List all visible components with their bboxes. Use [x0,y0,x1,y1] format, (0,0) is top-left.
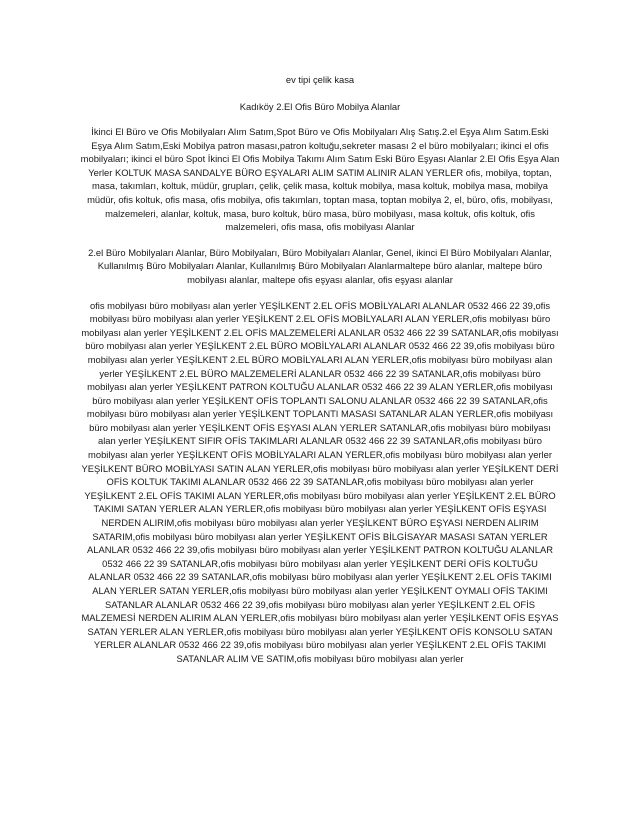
document-title: ev tipi çelik kasa [285,74,355,85]
paragraph-listing: ofis mobilyası büro mobilyası alan yerler YEŞİLKENT 2.EL OFİS MOBİLYALARI ALANLAR 0532 466 22 39,ofis mobilyası büro mobilyası alan yerler YEŞİLKENT 2.EL OFİS MOBİLYALARI ALAN YERLER,ofis mobilyası büro mobilyası alan yerler YEŞİLKENT 2.EL OFİS MALZEMELERİ ALANLAR 0532 466 22 39 SATANLAR,ofis mobilyası büro mobilyası alan yerler YEŞİLKENT 2.EL BÜRO MOBİLYALARI ALANLAR 0532 466 22 39,ofis mobilyası büro mobilyası alan yerler YEŞİLKENT 2.EL BÜRO MOBİLYALARI ALAN YERLER,ofis mobilyası büro mobilyası alan yerler YEŞİLKENT 2.EL BÜRO MALZEMELERİ ALANLAR 0532 466 22 39 SATANLAR,ofis mobilyası büro mobilyası alan yerler YEŞİLKENT PATRON KOLTUĞU ALANLAR 0532 466 22 39 ALAN YERLER,ofis mobilyası büro mobilyası alan yerler YEŞİLKENT OFİS TOPLANTI SALONU ALANLAR 0532 466 22 39 SATANLAR,ofis mobilyası büro mobilyası alan yerler YEŞİLKENT TOPLANTI MASASI SATANLAR ALAN YERLER,ofis mobilyası büro mobilyası alan yerler YEŞİLKENT OFİS EŞYASI ALAN YERLER SATANLAR,ofis mobilyası büro mobilyası alan yerler YEŞİLKENT SIFIR OFİS TAKIMLARI ALANLAR 0532 466 22 39 SATANLAR,ofis mobilyası büro mobilyası alan yerler YEŞİLKENT OFİS MOBİLYALARI ALAN YERLER,ofis mobilyası büro mobilyası alan yerler YEŞİLKENT BÜRO MOBİLYASI SATIN ALAN YERLER,ofis mobilyası büro mobilyası alan yerler YEŞİLKENT DERİ OFİS KOLTUK TAKIMI ALANLAR 0532 466 22 39 SATANLAR,ofis mobilyası büro mobilyası alan yerler YEŞİLKENT 2.EL OFİS TAKIMI ALAN YERLER,ofis mobilyası büro mobilyası alan yerler YEŞİLKENT 2.EL BÜRO TAKIMI SATAN YERLER ALAN YERLER,ofis mobilyası büro mobilyası alan yerler YEŞİLKENT OFİS EŞYASI NERDEN ALIRIM,ofis mobilyası büro mobilyası alan yerler YEŞİLKENT BÜRO EŞYASI NERDEN ALIRIM SATARIM,ofis mobilyası büro mobilyası alan yerler YEŞİLKENT OFİS BİLGİSAYAR MASASI SATAN YERLER ALANLAR 0532 466 22 39,ofis mobilyası büro mobilyası alan yerler YEŞİLKENT PATRON KOLTUĞU ALANLAR 0532 466 22 39 SATANLAR,ofis mobilyası büro mobilyası alan yerler YEŞİLKENT DERİ OFİS KOLTUĞU ALANLAR 0532 466 22 39 SATANLAR,ofis mobilyası büro mobilyası alan yerler YEŞİLKENT 2.EL OFİS TAKIMI ALAN YERLER SATAN YERLER,ofis mobilyası büro mobilyası alan yerler YEŞİLKENT OYMALI OFİS TAKIMI SATANLAR ALANLAR 0532 466 22 39,ofis mobilyası büro mobilyası alan yerler YEŞİLKENT 2.EL OFİS MALZEMESİ NERDEN ALIRIM ALAN YERLER,ofis mobilyası büro mobilyası alan yerler YEŞİLKENT OFİS EŞYAS SATAN YERLER ALAN YERLER,ofis mobilyası büro mobilyası alan yerler YEŞİLKENT OFİS KONSOLU SATAN YERLER ALANLAR 0532 466 22 39,ofis mobilyası büro mobilyası alan yerler YEŞİLKENT 2.EL OFİS TAKIMI SATANLAR ALIM VE SATIM,ofis mobilyası büro mobilyası alan yerler [81,299,559,664]
paragraph-second: 2.el Büro Mobilyaları Alanlar, Büro Mobilyaları, Büro Mobilyaları Alanlar, Genel, ikinci El Büro Mobilyaları Alanlar, Kullanılmış Büro Mobilyaları Alanlar, Kullanılmış Büro Mobilyaları Alanlarmaltepe büro alanlar, maltepe büro mobilyası alanlar, maltepe ofis eşyası alanlar, ofis eşyası alanlar [88,246,552,285]
document-subtitle: Kadıköy 2.El Ofis Büro Mobilya Alanlar [239,101,401,112]
paragraph-intro: İkinci El Büro ve Ofis Mobilyaları Alım Satım,Spot Büro ve Ofis Mobilyaları Alış Satış.2.el Eşya Alım Satım.Eski Eşya Alım Satım,Eski Mobilya patron masası,patron koltuğu,sekreter masası 2 el büro mobilyaları; ikinci el ofis mobilyaları; ikinci el büro Spot İkinci El Ofis Mobilya Takımı Alım Satım Eski Büro Eşyası Alanlar 2.El Ofis Eşya Alan Yerler KOLTUK MASA SANDALYE BÜRO EŞYALARI ALIM SATIM ALINIR ALAN YERLER ofis, mobilya, toptan, masa, takımları, koltuk, müdür, grupları, çelik, çelik masa, koltuk mobilya, masa koltuk, mobilya masa, mobilya müdür, ofis koltuk, ofis masa, ofis mobilya, ofis takımları, toptan masa, toptan mobilya 2, el, büro, ofis, mobilyası, malzemeleri, alanlar, koltuk, masa, buro koltuk, büro masa, büro mobilyası, masa koltuk, ofis koltuk, ofis malzemeleri, ofis masa, ofis mobilyası Alanlar [80,126,560,233]
document-page [80,73,560,666]
